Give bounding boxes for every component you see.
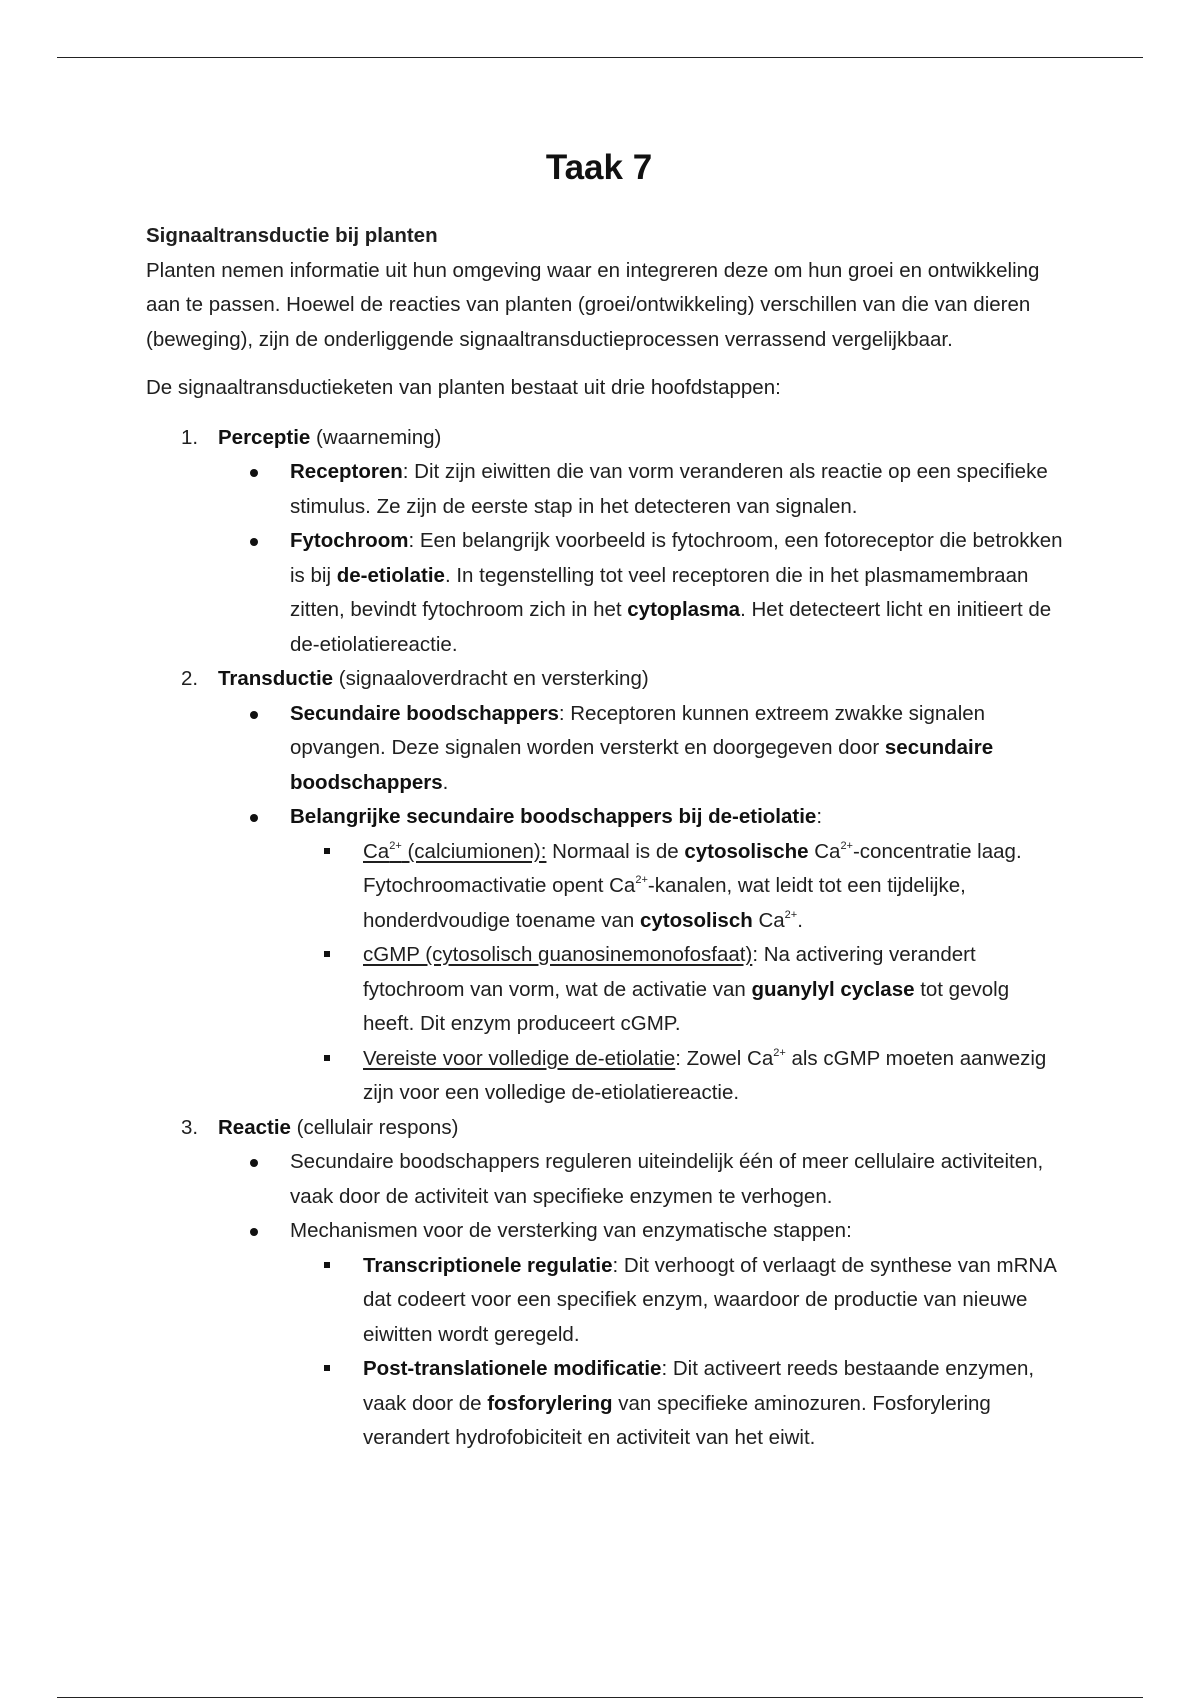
step-term: Transductie xyxy=(218,667,334,690)
item-text: . xyxy=(442,770,449,794)
underlined-term: cGMP (cytosolisch guanosinemonofosfaat) xyxy=(363,943,753,966)
list-item xyxy=(145,1145,1066,1214)
header-rule xyxy=(57,57,1143,58)
footer-rule xyxy=(57,1697,1143,1698)
sub-list-item xyxy=(145,1352,1066,1456)
item-text: : Dit zijn eiwitten die van vorm veranderen als reactie op een specifieke stimulus. Ze zijn de eerste stap in het detecteren van signalen. xyxy=(290,460,1048,518)
bullet-icon xyxy=(250,1228,258,1236)
step-perceptie xyxy=(146,421,1066,663)
sub-list-item xyxy=(145,1042,1066,1111)
item-bold: cytosolische xyxy=(684,839,809,863)
square-bullet-list xyxy=(145,835,1066,1111)
page-title: Taak 7 xyxy=(545,148,653,187)
item-term: Secundaire boodschappers xyxy=(290,701,559,725)
item-text: : Een belangrijk voorbeeld is fytochroom, een fotoreceptor die betrokken is bij xyxy=(290,529,1063,587)
item-term: Transcriptionele regulatie xyxy=(363,1253,613,1277)
item-bold: cytoplasma xyxy=(627,598,741,621)
item-text: . In tegenstelling tot veel receptoren die in het plasmamembraan zitten, bevindt fytochroom zich in het xyxy=(290,563,1029,621)
superscript: 2+ xyxy=(784,908,798,921)
item-term: Receptoren xyxy=(290,460,403,483)
bullet-list xyxy=(146,1145,1066,1456)
bullet-list xyxy=(146,455,1066,662)
square-bullet-icon xyxy=(324,1055,330,1061)
item-text: als cGMP moeten aanwezig zijn voor een volledige de-etiolatiereactie. xyxy=(363,1046,1047,1104)
item-text: . Het detecteert licht en initieert de de-etiolatiereactie. xyxy=(290,598,1052,656)
section-heading: Signaaltransductie bij planten xyxy=(146,224,438,247)
item-text: Ca xyxy=(808,839,841,863)
superscript: 2+ xyxy=(773,1046,786,1059)
underlined-text: Ca xyxy=(363,839,390,863)
bullet-icon xyxy=(250,814,258,822)
text-body xyxy=(146,219,1066,1456)
bullet-icon xyxy=(250,711,258,719)
step-transductie xyxy=(146,662,1066,1111)
step-term: Perceptie xyxy=(218,425,311,449)
bullet-icon xyxy=(250,538,258,546)
item-bold: de-etiolatie xyxy=(336,563,445,587)
bullet-icon xyxy=(250,469,258,477)
superscript: 2+ xyxy=(389,839,402,852)
list-item xyxy=(145,524,1066,662)
item-bold: secundaire boodschappers xyxy=(290,736,994,794)
lead-paragraph: De signaaltransductieketen van planten bestaat uit drie hoofdstappen: xyxy=(146,376,781,399)
item-text: : Na activering verandert fytochroom van vorm, wat de activatie van xyxy=(363,943,976,1001)
step-number: 1. xyxy=(181,425,199,449)
square-bullet-icon xyxy=(324,1262,330,1268)
list-item xyxy=(145,697,1066,801)
item-text: : Receptoren kunnen extreem zwakke signalen opvangen. Deze signalen worden versterkt en doorgegeven door xyxy=(290,701,986,759)
step-number: 2. xyxy=(181,667,199,690)
item-term: Belangrijke secundaire boodschappers bij de-etiolatie xyxy=(290,805,817,828)
square-bullet-icon xyxy=(324,951,330,957)
item-text: tot gevolg heeft. Dit enzym produceert cGMP. xyxy=(363,977,1010,1035)
item-text: : Dit verhoogt of verlaagt de synthese van mRNA dat codeert voor een specifiek enzym, waardoor de productie van nieuwe eiwitten wordt geregeld. xyxy=(363,1253,1056,1346)
square-bullet-icon xyxy=(324,1365,330,1371)
step-note: (cellulair respons) xyxy=(290,1115,459,1139)
item-term: Post-translationele modificatie xyxy=(363,1357,662,1380)
item-text: : Dit activeert reeds bestaande enzymen, vaak door de xyxy=(363,1357,1035,1415)
item-bold: cytosolisch xyxy=(639,908,753,932)
square-bullet-list xyxy=(145,1249,1066,1456)
step-number: 3. xyxy=(181,1115,199,1139)
list-item xyxy=(145,800,1066,1111)
intro-paragraph: Planten nemen informatie uit hun omgeving waar en integreren deze om hun groei en ontwikkeling aan te passen. Hoewel de reacties van planten (groei/ontwikkeling) verschillen van die van dieren (beweging), zijn de onderliggende signaaltransductieprocessen verrassend vergelijkbaar. xyxy=(146,258,1040,351)
superscript: 2+ xyxy=(635,874,648,886)
steps-list xyxy=(146,421,1066,1456)
step-reactie xyxy=(146,1111,1066,1456)
sub-list-item xyxy=(145,1249,1066,1353)
step-term: Reactie xyxy=(218,1115,291,1139)
underlined-text: (calciumionen): xyxy=(401,839,547,863)
sub-list-item xyxy=(145,835,1066,939)
superscript: 2+ xyxy=(840,839,853,852)
item-text: Secundaire boodschappers reguleren uiteindelijk één of meer cellulaire activiteiten, vaak door de activiteit van specifieke enzymen te verhogen. xyxy=(290,1150,1044,1208)
item-text: -concentratie laag. Fytochroomactivatie opent Ca xyxy=(363,839,1022,897)
underlined-term xyxy=(363,840,546,863)
bullet-icon xyxy=(250,1159,258,1167)
list-item xyxy=(145,1214,1066,1456)
item-text: : Zowel Ca xyxy=(675,1046,774,1070)
underlined-term: Vereiste voor volledige de-etiolatie xyxy=(363,1046,676,1070)
item-text: : xyxy=(816,805,823,828)
bullet-list xyxy=(146,697,1066,1111)
item-text: Mechanismen voor de versterking van enzymatische stappen: xyxy=(290,1219,852,1242)
item-text: van specifieke aminozuren. Fosforylering verandert hydrofobiciteit en activiteit van het eiwit. xyxy=(363,1391,991,1449)
square-bullet-icon xyxy=(324,848,330,854)
item-text: Normaal is de xyxy=(546,839,685,863)
sub-list-item xyxy=(145,938,1066,1042)
item-text: Ca xyxy=(752,908,785,932)
item-bold: guanylyl cyclase xyxy=(751,977,915,1001)
item-bold: fosforylering xyxy=(487,1391,613,1415)
step-note: (signaaloverdracht en versterking) xyxy=(333,667,649,690)
item-term: Fytochroom xyxy=(290,529,409,552)
step-note: (waarneming) xyxy=(310,425,442,449)
item-text: -kanalen, wat leidt tot een tijdelijke, honderdvoudige toename van xyxy=(363,874,966,932)
list-item xyxy=(145,455,1066,524)
item-text: . xyxy=(797,908,803,932)
